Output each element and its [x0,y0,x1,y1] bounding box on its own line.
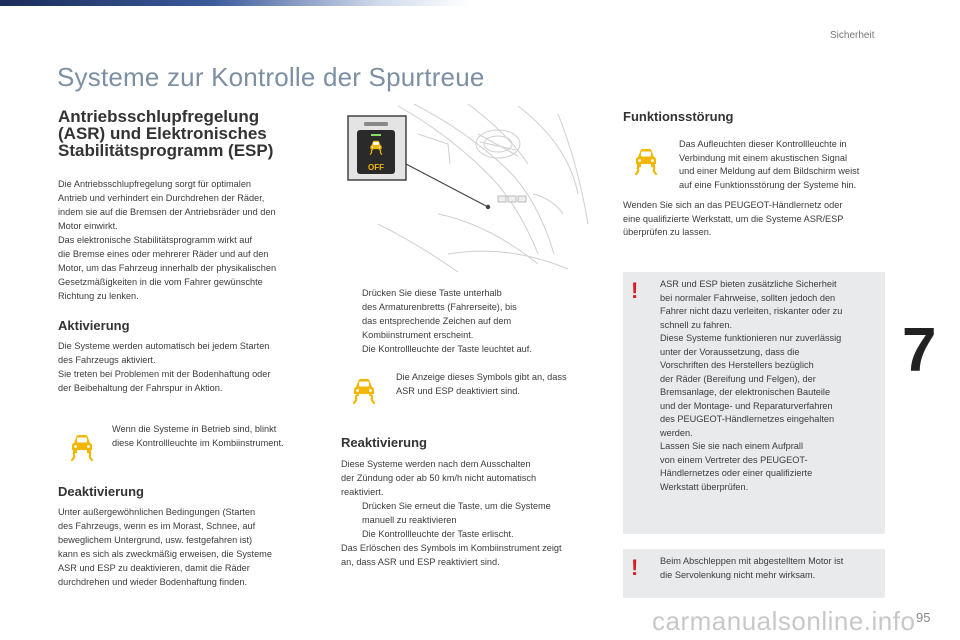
text-line: Die Anzeige dieses Symbols gibt an, dass [396,372,567,382]
text-line: manuell zu reaktivieren [362,515,457,525]
heading-line: Stabilitätsprogramm (ESP) [58,141,274,160]
header-gradient-bar [0,0,470,6]
text-line: Händlernetzes oder einer qualifizierte [660,468,813,478]
text-line: des Armaturenbretts (Fahrerseite), bis [362,302,517,312]
text-line: beweglichem Untergrund, usw. festgefahren ist) [58,535,253,545]
page-number: 95 [916,610,931,625]
text-line: Die Kontrollleuchte der Taste erlischt. [362,529,514,539]
text-line: Diese Systeme werden nach dem Ausschalten [341,459,531,469]
text-line: die Bremse eines oder mehrerer Räder und auf den [58,249,269,259]
text-line: Lassen Sie sie nach einem Aufprall [660,441,804,451]
text-line: Fahrer nicht dazu verleiten, riskanter oder zu [660,306,843,316]
deactivation-paragraph [58,505,272,589]
text-line: Wenden Sie sich an das PEUGEOT-Händlernetz oder [623,200,843,210]
text-line: Das Erlöschen des Symbols im Kombiinstrument zeigt [341,543,562,553]
towing-warning-box [623,549,885,598]
malfunction-heading: Funktionsstörung [623,109,734,124]
safety-warning-box [623,272,885,534]
intro-paragraph [58,177,276,303]
text-line: eine qualifizierte Werkstatt, um die Systeme ASR/ESP [623,213,844,224]
activation-heading: Aktivierung [58,318,130,333]
warning-icon: ! [631,555,639,580]
text-line: Wenn die Systeme in Betrieb sind, blinkt [112,424,277,434]
text-line: der Räder (Bereifung und Felgen), der [660,373,816,384]
asr-esp-heading [58,108,328,159]
reactivation-paragraph [341,457,536,499]
text-line: an, dass ASR und ESP reaktiviert sind. [341,557,500,567]
text-line: Das elektronische Stabilitätsprogramm wirkt auf [58,235,253,245]
text-line: schnell zu fahren. [660,319,733,330]
text-line: Die Systeme werden automatisch bei jedem Starten [58,341,270,351]
malfunction-note [679,138,859,192]
heading-line: Antriebsschlupfregelung [58,107,260,126]
text-line: von einem Vertreter des PEUGEOT- [660,454,808,465]
text-line: überprüfen zu lassen. [623,227,712,237]
reactivation-closing [341,541,562,569]
esp-warning-light-icon [66,430,98,462]
text-line: Unter außergewöhnlichen Bedingungen (Starten [58,507,256,517]
text-line: des Fahrzeugs aktiviert. [58,355,156,365]
text-line: und einer Meldung auf dem Bildschirm weist [679,166,860,176]
text-line: das entsprechende Zeichen auf dem [362,316,512,326]
text-line: ASR und ESP bieten zusätzliche Sicherheit [660,279,837,289]
text-line: diese Kontrollleuchte im Kombiinstrument. [112,437,284,448]
text-line: Motor einwirkt. [58,221,118,231]
warning-icon: ! [631,278,639,303]
text-line: ASR und ESP zu deaktivieren, damit die Räder [58,563,250,573]
text-line: Gesetzmäßigkeiten in die vom Fahrer gewünschte [58,277,263,287]
text-line: indem sie auf die Bremsen der Antriebsräder und den [58,207,276,217]
page-title: Systeme zur Kontrolle der Spurtreue [57,62,485,92]
text-line: reaktiviert. [341,487,384,497]
reactivation-step [362,499,551,541]
text-line: unter der Voraussetzung, dass die [660,346,800,357]
warning-text [660,278,842,494]
activation-paragraph [58,339,270,395]
chapter-number: 7 [902,316,937,385]
text-line: Werkstatt überprüfen. [660,481,749,492]
heading-line: (ASR) und Elektronisches [58,124,267,143]
esp-off-icon [348,376,380,408]
button-off-label: OFF [368,163,384,172]
text-line: Die Kontrollleuchte der Taste leuchtet auf. [362,344,532,354]
text-line: des Fahrzeugs, wenn es im Morast, Schnee, auf [58,521,256,531]
text-line: die Servolenkung nicht mehr wirksam. [660,569,816,580]
text-line: des PEUGEOT-Händlernetzes eingehalten [660,414,835,424]
text-line: ASR und ESP deaktiviert sind. [396,385,520,396]
text-line: Beim Abschleppen mit abgestelltem Motor ist [660,556,844,566]
watermark: carmanualsonline.info [652,606,916,636]
esp-fault-icon [630,144,662,176]
section-label: Sicherheit [830,30,875,41]
text-line: und der Montage- und Reparaturverfahren [660,400,833,411]
activation-note [112,423,284,450]
text-line: der Beibehaltung der Fahrspur in Aktion. [58,383,223,393]
text-line: Sie treten bei Problemen mit der Bodenhaftung oder [58,369,271,379]
text-line: der Zündung oder ab 50 km/h nicht automatisch [341,473,537,483]
text-line: Kombiinstrument erscheint. [362,330,474,340]
warning-text [660,555,843,582]
text-line: auf eine Funktionsstörung der Systeme hin. [679,179,857,190]
text-line: Drücken Sie diese Taste unterhalb [362,288,502,298]
text-line: Drücken Sie erneut die Taste, um die Systeme [362,501,551,511]
text-line: werden. [660,427,693,438]
text-line: Diese Systeme funktionieren nur zuverlässig [660,333,842,343]
text-line: bei normaler Fahrweise, sollten jedoch den [660,292,836,303]
reactivation-heading: Reaktivierung [341,435,427,450]
symbol-note [396,371,567,398]
text-line: Motor, um das Fahrzeug innerhalb der physikalischen [58,263,277,273]
dashboard-illustration [338,104,600,274]
text-line: Richtung zu lenken. [58,291,139,301]
malfunction-paragraph [623,199,843,240]
deactivation-step [362,286,532,356]
text-line: Vorschriften des Herstellers bezüglich [660,360,814,370]
deactivation-heading: Deaktivierung [58,484,144,499]
text-line: Antrieb und verhindert ein Durchdrehen der Räder, [58,193,265,203]
text-line: durchdrehen und wieder Bodenhaftung finden. [58,577,247,587]
text-line: kann es sich als zweckmäßig erweisen, die Systeme [58,549,272,559]
text-line: Bremsanlage, der elektronischen Bauteile [660,387,831,397]
text-line: Die Antriebsschlupfregelung sorgt für optimalen [58,179,252,189]
text-line: Verbindung mit einem akustischen Signal [679,152,848,163]
text-line: Das Aufleuchten dieser Kontrollleuchte in [679,139,847,149]
